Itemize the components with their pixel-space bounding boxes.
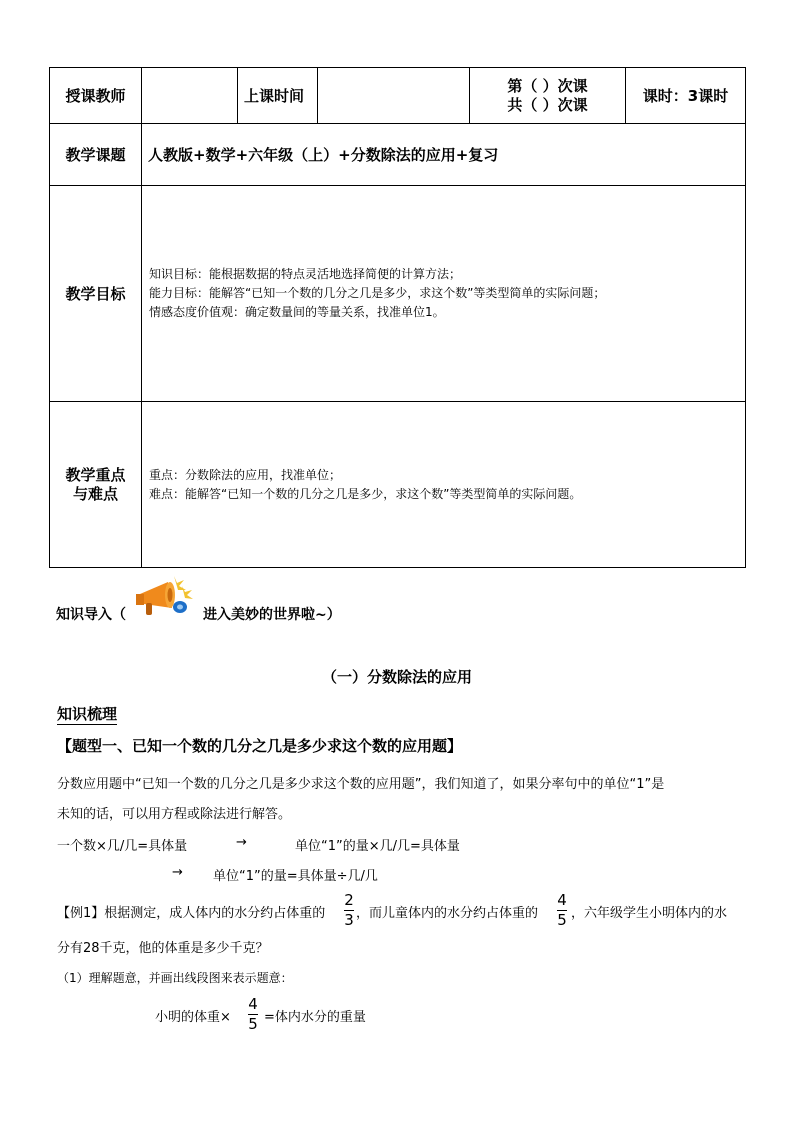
teacher-value (142, 68, 238, 124)
equation-left: 小明的体重× (155, 1010, 231, 1025)
keypoints-label-line1: 教学重点 (65, 465, 126, 484)
lesson-info-table (49, 67, 746, 568)
step-one: （1）理解题意，并画出线段图来表示题意： (57, 971, 293, 985)
goal-knowledge: 知识目标：能根据数据的特点灵活地选择简便的计算方法； (149, 267, 462, 281)
lesson-number: 第（ ）次课 (507, 76, 588, 95)
keypoints-label-line2: 与难点 (72, 484, 118, 503)
example-text-part2: ，而儿童体内的水分约占体重的 (356, 906, 539, 921)
topic-value: 人教版+数学+六年级（上）+分数除法的应用+复习 (142, 124, 746, 186)
example-text-part3: ，六年级学生小明体内的水 (571, 906, 728, 921)
fraction-four-fifths (557, 893, 567, 928)
arrow-icon: → (236, 835, 247, 850)
keypoints-cell (142, 402, 746, 568)
keypoint-difficulty: 难点：能解答“已知一个数的几分之几是多少，求这个数”等类型简单的实际问题。 (149, 486, 582, 501)
class-duration: 课时：3课时 (626, 68, 746, 124)
keypoint-focus: 重点：分数除法的应用，找准单位； (149, 467, 342, 482)
goals-label: 教学目标 (50, 186, 142, 402)
example-text-line2: 分有28千克，他的体重是多少千克？ (57, 941, 269, 956)
keypoints-label (50, 402, 142, 568)
lesson-total: 共（ ）次课 (507, 95, 588, 114)
class-time-label: 上课时间 (238, 68, 318, 124)
lesson-number-cell (470, 68, 626, 124)
teacher-label: 授课教师 (50, 68, 142, 124)
formula-unit-division: 单位“1”的量=具体量÷几/几 (213, 869, 378, 884)
goal-ability: 能力目标：能解答“已知一个数的几分之几是多少，求这个数”等类型简单的实际问题； (149, 286, 606, 300)
fraction-denominator: 3 (344, 911, 354, 929)
review-heading: 知识梳理 (57, 705, 118, 723)
topic-label: 教学课题 (50, 124, 142, 186)
explanation-line1: 分数应用题中“已知一个数的几分之几是多少求这个数的应用题”，我们知道了，如果分率句中的单位“1”是 (57, 777, 665, 792)
goals-cell (142, 186, 746, 402)
fraction-four-fifths (248, 997, 258, 1032)
type-heading: 【题型一、已知一个数的几分之几是多少求这个数的应用题】 (57, 737, 463, 755)
fraction-numerator: 4 (557, 891, 567, 909)
intro-tagline: 进入美妙的世界啦~） (203, 607, 341, 623)
fraction-numerator: 4 (248, 995, 258, 1013)
class-time-value (318, 68, 470, 124)
arrow-icon: → (172, 865, 183, 880)
formula-equation: 一个数×几/几=具体量 (57, 839, 188, 854)
formula-unit-equation: 单位“1”的量×几/几=具体量 (295, 839, 460, 854)
example-text-part1: 【例1】根据测定，成人体内的水分约占体重的 (57, 906, 326, 921)
equation-right: =体内水分的重量 (264, 1010, 366, 1025)
fraction-numerator: 2 (344, 891, 354, 909)
fraction-two-thirds (344, 893, 354, 928)
fraction-denominator: 5 (557, 911, 567, 929)
section-title: （一）分数除法的应用 (321, 668, 472, 686)
intro-label: 知识导入（ (56, 607, 126, 623)
megaphone-icon (132, 574, 196, 620)
explanation-line2: 未知的话，可以用方程或除法进行解答。 (57, 807, 292, 822)
goal-attitude: 情感态度价值观：确定数量间的等量关系，找准单位1。 (149, 305, 445, 319)
fraction-denominator: 5 (248, 1015, 258, 1033)
